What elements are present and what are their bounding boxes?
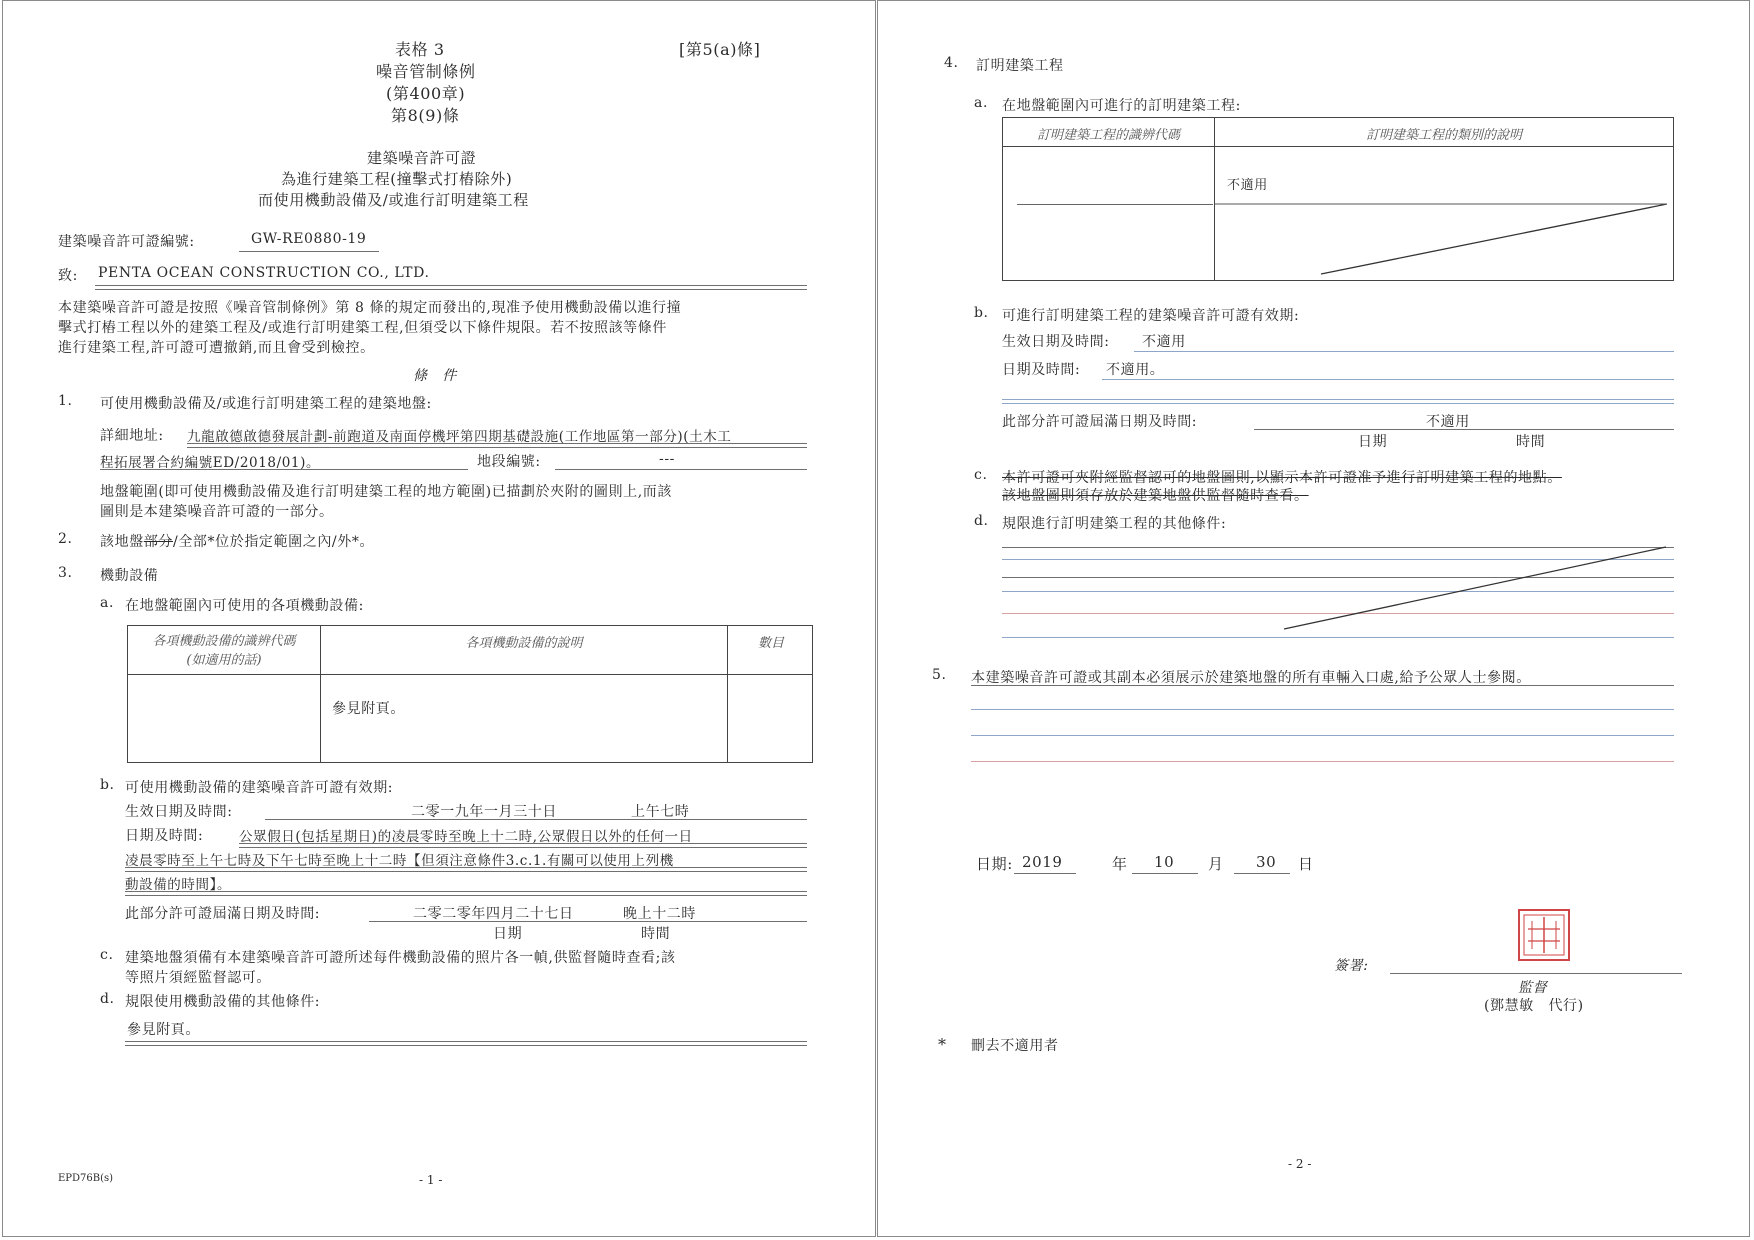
effective-label: 生效日期及時間: [125, 804, 233, 820]
expiry-time-caption: 時間 [641, 926, 671, 942]
form-number: 表格 3 [395, 40, 445, 59]
page-1 [2, 0, 876, 1237]
days-line1: 公眾假日(包括星期日)的凌晨零時至晚上十二時,公眾假日以外的任何一日 [239, 829, 693, 845]
days-line3: 動設備的時間】。 [125, 877, 232, 893]
item-5-text: 本建築噪音許可證或其副本必須展示於建築地盤的所有車輛入口處,給予公眾人士參閱。 [971, 670, 1531, 686]
days-line2: 凌晨零時至上午七時及下午七時至晚上十二時【但須注意條件3.c.1.有關可以使用上列機 [125, 853, 674, 869]
item-4d-text: 規限進行訂明建築工程的其他條件: [1002, 516, 1227, 532]
permit-title-line2: 為進行建築工程(撞擊式打樁除外) [281, 170, 513, 188]
effective-date: 二零一九年一月三十日 [411, 804, 557, 820]
intro-line3: 進行建築工程,許可證可遭撤銷,而且會受到檢控。 [58, 340, 375, 356]
item-4d-label: d. [974, 513, 989, 529]
form-code: EPD76B(s) [58, 1173, 114, 1184]
signature-label: 簽署: [1334, 958, 1369, 974]
official-seal [1518, 909, 1570, 961]
lot-label: 地段編號: [477, 454, 541, 470]
date-month: 10 [1154, 853, 1175, 871]
permit-number: GW-RE0880-19 [251, 231, 367, 247]
site-line1: 地盤範圍(即可使用機動設備及進行訂明建築工程的地方範圍)已描劃於夾附的圖則上,而該 [100, 484, 672, 500]
item-4-title: 訂明建築工程 [976, 58, 1064, 74]
item-4c-line2: 該地盤圖則須存放於建築地盤供監督隨時查看。 [1002, 488, 1309, 504]
date-day: 30 [1256, 853, 1277, 871]
footnote-mark: * [938, 1035, 947, 1054]
item-4a-label: a. [974, 95, 988, 111]
item-3c-line2: 等照片須經監督認可。 [125, 970, 271, 986]
item-3d-value: 參見附頁。 [127, 1022, 200, 1038]
equipment-table-header-quantity: 數目 [757, 636, 784, 651]
expiry-label: 此部分許可證屆滿日期及時間: [125, 906, 321, 922]
works-table-header-code: 訂明建築工程的識辨代碼 [1036, 128, 1180, 143]
item-1-number: 1. [58, 393, 73, 409]
equipment-table-header-code: 各項機動設備的識辨代碼 (如適用的話) [152, 634, 296, 668]
address-line2: 程拓展署合約編號ED/2018/01)。 [100, 455, 321, 471]
effective-time: 上午七時 [631, 804, 690, 820]
intro-line1: 本建築噪音許可證是按照《噪音管制條例》第 8 條的規定而發出的,現准予使用機動設備以進行撞 [58, 300, 682, 316]
works-expiry-value: 不適用 [1426, 414, 1470, 430]
item-2-text: 該地盤部分/全部*位於指定範圍之內/外*。 [100, 534, 375, 550]
to-label: 致: [58, 268, 78, 284]
item-3b-text: 可使用機動設備的建築噪音許可證有效期: [125, 780, 394, 796]
item-4b-text: 可進行訂明建築工程的建築噪音許可證有效期: [1002, 308, 1300, 324]
item-3c-line1: 建築地盤須備有本建築噪音許可證所述每件機動設備的照片各一幀,供監督隨時查看;該 [125, 950, 676, 966]
section-reference: [第5(a)條] [679, 40, 761, 59]
works-effective-label: 生效日期及時間: [1002, 334, 1110, 350]
recipient-name: PENTA OCEAN CONSTRUCTION CO., LTD. [98, 265, 430, 281]
item-3-number: 3. [58, 565, 73, 581]
section-number: 第8(9)條 [391, 106, 460, 125]
date-day-char: 日 [1298, 855, 1314, 873]
item-3d-text: 規限使用機動設備的其他條件: [125, 994, 321, 1010]
page-2 [877, 0, 1750, 1237]
expiry-time: 晚上十二時 [623, 906, 696, 922]
works-table-header-description: 訂明建築工程的類別的說明 [1365, 128, 1522, 143]
item-4-number: 4. [944, 55, 959, 71]
item-4c-line1: 本許可證可夾附經監督認可的地盤圖則,以顯示本許可證准予進行訂明建築工程的地點。 [1002, 470, 1562, 486]
works-expiry-label: 此部分許可證屆滿日期及時間: [1002, 414, 1198, 430]
item-3b-label: b. [100, 777, 115, 793]
lot-value: --- [659, 451, 675, 467]
prescribed-works-table [1002, 117, 1674, 281]
page-1-number: - 1 - [419, 1173, 443, 1187]
date-month-char: 月 [1208, 855, 1224, 873]
page-2-number: - 2 - [1288, 1157, 1312, 1171]
footnote-text: 刪去不適用者 [971, 1038, 1059, 1054]
item-3c-label: c. [100, 947, 114, 963]
permit-title-line1: 建築噪音許可證 [367, 149, 477, 167]
permit-number-label: 建築噪音許可證編號: [58, 234, 195, 250]
date-year-char: 年 [1112, 855, 1128, 873]
item-2-number: 2. [58, 531, 73, 547]
works-date-caption: 日期 [1358, 434, 1388, 450]
expiry-date-caption: 日期 [493, 926, 523, 942]
works-table-cancel-stroke [1003, 118, 1673, 280]
item-4c-label: c. [974, 467, 988, 483]
works-days-label: 日期及時間: [1002, 362, 1081, 378]
date-label: 日期: [976, 855, 1013, 873]
item-1-text: 可使用機動設備及/或進行訂明建築工程的建築地盤: [100, 396, 432, 412]
item-3a-text: 在地盤範圍內可使用的各項機動設備: [125, 598, 364, 614]
permit-title-line3: 而使用機動設備及/或進行訂明建築工程 [258, 191, 529, 209]
item-3d-label: d. [100, 991, 115, 1007]
authority-for: (鄧慧敏 代行) [1484, 998, 1584, 1014]
equipment-table [127, 625, 813, 763]
works-effective-value: 不適用 [1142, 334, 1186, 350]
item-5-number: 5. [932, 667, 947, 683]
intro-line2: 擊式打樁工程以外的建築工程及/或進行訂明建築工程,但須受以下條件規限。若不按照該等條件 [58, 320, 667, 336]
authority-title: 監督 [1518, 980, 1548, 996]
equipment-table-header-description: 各項機動設備的說明 [465, 636, 583, 651]
item-4a-text: 在地盤範圍內可進行的訂明建築工程: [1002, 98, 1241, 114]
days-label: 日期及時間: [125, 828, 204, 844]
item-4b-label: b. [974, 305, 989, 321]
address-line1: 九龍啟德啟德發展計劃-前跑道及南面停機坪第四期基礎設施(工作地區第一部分)(土木工 [187, 429, 732, 445]
item-3a-label: a. [100, 595, 114, 611]
ordinance-title: 噪音管制條例 [376, 62, 476, 81]
equipment-table-value: 參見附頁。 [332, 701, 405, 717]
item-3-title: 機動設備 [100, 568, 159, 584]
date-year: 2019 [1022, 853, 1063, 871]
works-table-value: 不適用 [1227, 178, 1268, 193]
chapter-number: (第400章) [386, 84, 466, 103]
site-line2: 圖則是本建築噪音許可證的一部分。 [100, 504, 334, 520]
expiry-date: 二零二零年四月二十七日 [413, 906, 574, 922]
works-time-caption: 時間 [1516, 434, 1546, 450]
address-label: 詳細地址: [100, 428, 164, 444]
seal-pattern [1520, 911, 1568, 959]
works-days-value: 不適用。 [1106, 362, 1165, 378]
conditions-heading: 條 件 [413, 368, 457, 384]
